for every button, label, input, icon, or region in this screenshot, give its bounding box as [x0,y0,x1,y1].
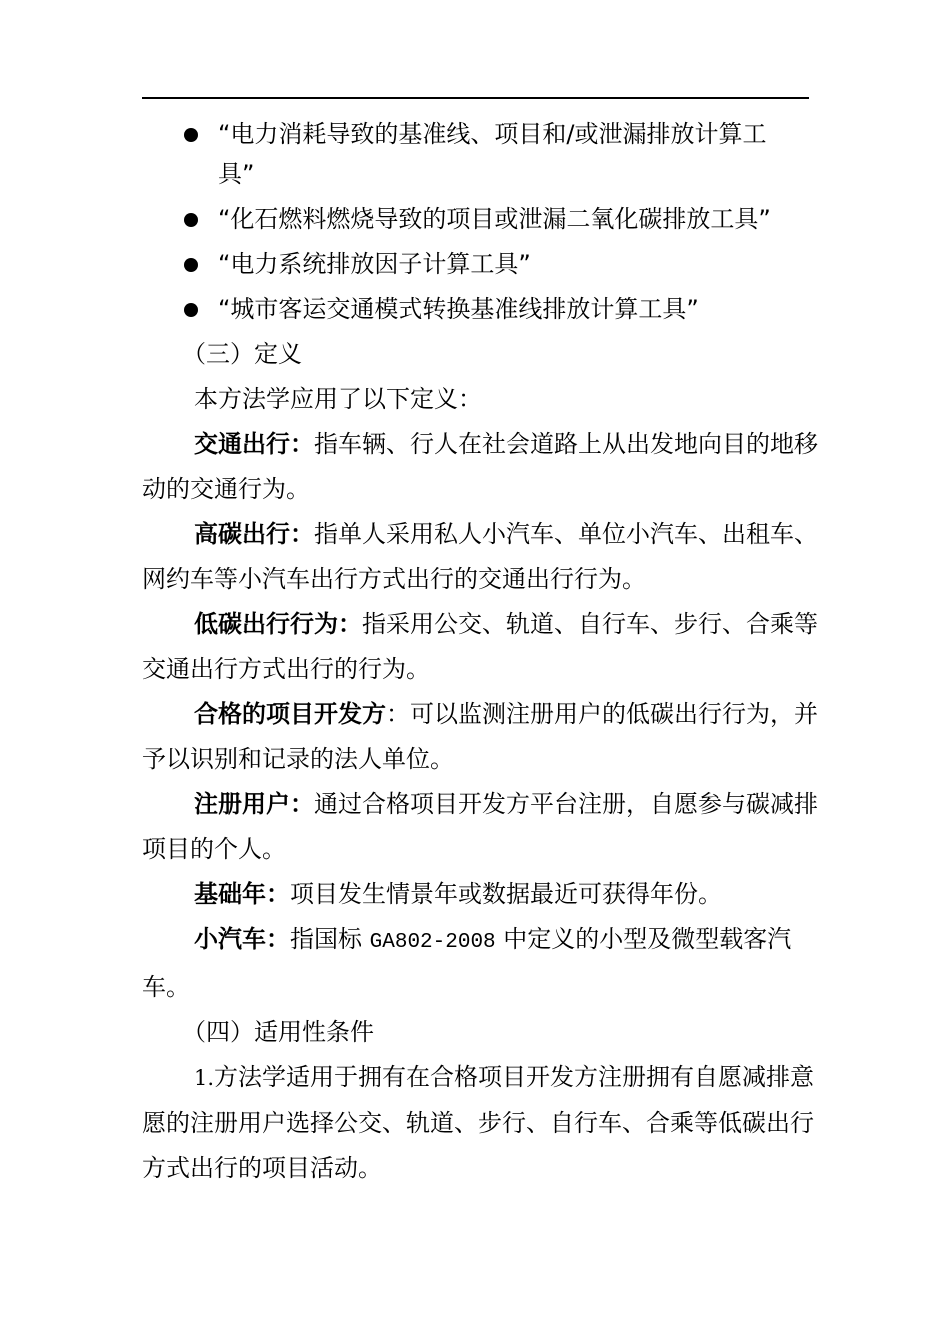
definition-term: 高碳出行： [194,520,314,548]
section-heading-applicability: （四）适用性条件 [182,1018,374,1046]
list-item-text: “城市客运交通模式转换基准线排放计算工具” [218,295,699,323]
list-item [142,244,822,284]
item-number: 1. [194,1066,215,1090]
tool-list [142,114,822,334]
definition-term: 小汽车： [194,925,290,953]
list-item-line: 具” [218,160,255,188]
list-item-text: “电力系统排放因子计算工具” [218,250,531,278]
definition-paragraph-car [142,917,822,1010]
definition-term: 基础年： [194,880,290,908]
bullet-icon [184,128,198,142]
section-heading-definitions: （三）定义 [182,340,302,368]
definition-paragraph [142,422,822,512]
definition-paragraph [142,872,822,917]
definition-paragraph [142,782,822,872]
definition-text: 指车辆、行人在社会道路上从出发地向目的地移动的交通行为。 [142,430,818,503]
standard-code: GA802-2008 [369,931,496,954]
body-text [142,332,822,1191]
definition-paragraph [142,512,822,602]
definition-paragraph [142,692,822,782]
list-item-text: “化石燃料燃烧导致的项目或泄漏二氧化碳排放工具” [218,205,771,233]
list-item-line: “电力消耗导致的基准线、项目和/或泄漏排放计算工 [218,120,767,148]
bullet-icon [184,213,198,227]
list-item [142,199,822,239]
definition-term: 低碳出行行为： [194,610,362,638]
definition-term: 注册用户： [194,790,314,818]
definition-text: 指国标 [290,925,370,953]
header-rule [142,97,809,99]
definition-text: 中定义的小型及微型载客汽车。 [142,925,792,1001]
definition-text: 指单人采用私人小汽车、单位小汽车、出租车、网约车等小汽车出行方式出行的交通出行行为。 [142,520,818,593]
list-item-text [218,114,767,194]
definition-paragraph [142,602,822,692]
list-item [142,289,822,329]
definition-text: 通过合格项目开发方平台注册，自愿参与碳减排项目的个人。 [142,790,818,863]
bullet-icon [184,303,198,317]
list-item [142,114,822,194]
definition-term: 合格的项目开发方 [194,700,386,728]
definition-text: 项目发生情景年或数据最近可获得年份。 [290,880,722,908]
definition-text: ：可以监测注册用户的低碳出行行为，并予以识别和记录的法人单位。 [142,700,818,773]
definitions-intro: 本方法学应用了以下定义： [194,385,482,413]
definition-text: 指采用公交、轨道、自行车、步行、合乘等交通出行方式出行的行为。 [142,610,818,683]
bullet-icon [184,258,198,272]
applicability-item [142,1055,822,1191]
definition-term: 交通出行： [194,430,314,458]
item-text: 方法学适用于拥有在合格项目开发方注册拥有自愿减排意愿的注册用户选择公交、轨道、步行、自行车、合乘等低碳出行方式出行的项目活动。 [142,1063,815,1182]
